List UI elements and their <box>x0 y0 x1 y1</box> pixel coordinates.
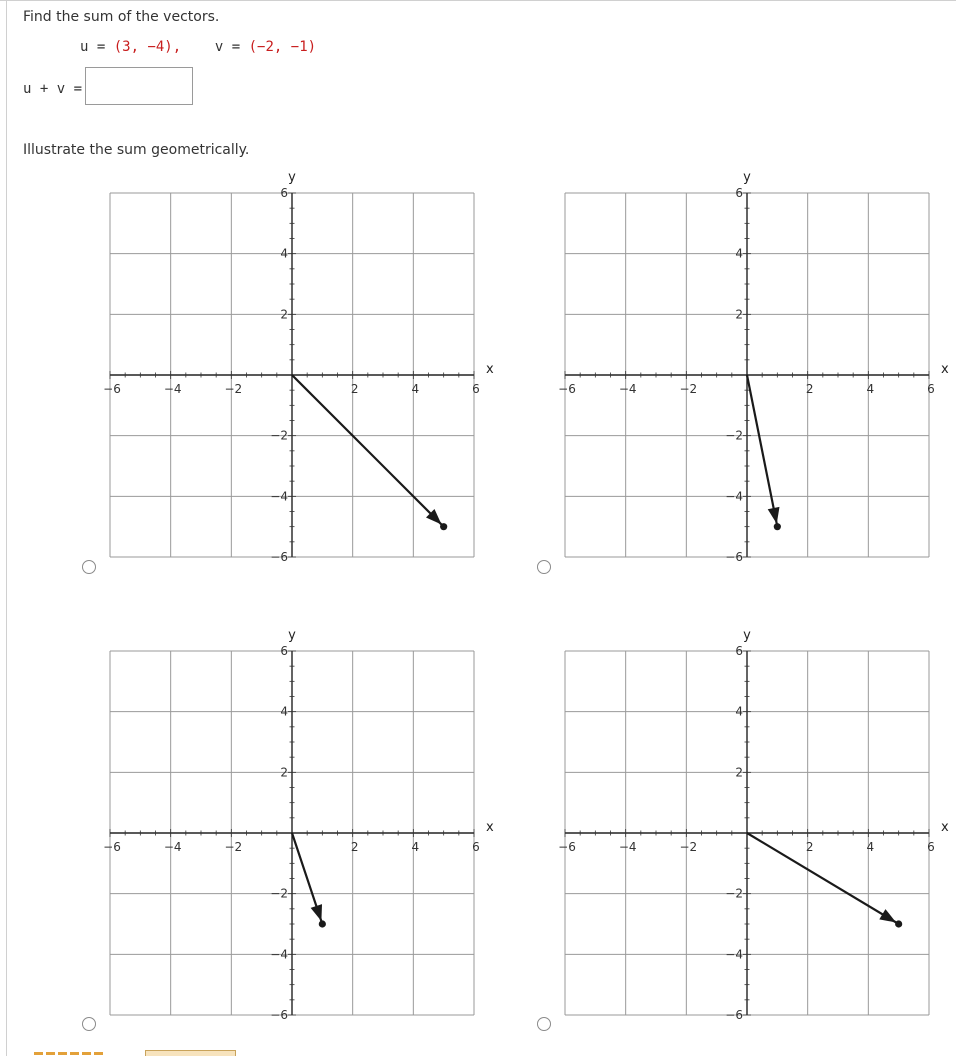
choice-radio-1[interactable] <box>82 560 96 574</box>
y-tick-label: 4 <box>735 704 743 719</box>
y-tick-label: −2 <box>725 428 743 443</box>
y-tick-label: 4 <box>735 246 743 261</box>
x-tick-label: 6 <box>927 840 935 854</box>
choice-plot-2 <box>555 170 955 570</box>
y-axis-label: y <box>288 170 296 185</box>
x-tick-label: 6 <box>927 382 935 396</box>
y-tick-label: −6 <box>270 1008 288 1022</box>
x-tick-label: −6 <box>103 382 121 396</box>
x-tick-label: −2 <box>679 840 698 854</box>
y-tick-label: −6 <box>270 550 288 564</box>
x-tick-label: −2 <box>224 382 243 396</box>
y-tick-label: −2 <box>270 428 288 443</box>
x-tick-label: −6 <box>558 382 576 396</box>
sum-label: u + v = <box>23 81 83 97</box>
y-tick-label: 6 <box>280 644 288 658</box>
choice-radio-2[interactable] <box>537 560 551 574</box>
y-tick-label: −4 <box>725 947 743 962</box>
x-tick-label: 6 <box>472 840 480 854</box>
sum-answer-input[interactable] <box>85 67 193 105</box>
y-tick-label: −6 <box>725 550 743 564</box>
vector-line <box>747 833 899 924</box>
x-tick-label: 4 <box>411 382 420 396</box>
x-tick-label: 4 <box>866 840 875 854</box>
y-tick-label: −4 <box>270 489 288 504</box>
vector-endpoint <box>440 523 447 530</box>
y-axis-label: y <box>288 628 296 643</box>
y-tick-label: −2 <box>270 886 288 901</box>
x-tick-label: −2 <box>679 382 698 396</box>
y-tick-label: −4 <box>270 947 288 962</box>
u-label: u = <box>80 39 106 55</box>
y-axis-label: y <box>743 628 751 643</box>
x-tick-label: −2 <box>224 840 243 854</box>
y-tick-label: −6 <box>725 1008 743 1022</box>
y-tick-label: 2 <box>280 307 288 322</box>
choice-plot-3 <box>100 628 500 1028</box>
y-tick-label: −2 <box>725 886 743 901</box>
u-value: (3, −4), <box>113 39 182 55</box>
y-tick-label: 2 <box>735 307 743 322</box>
y-axis-label: y <box>743 170 751 185</box>
y-tick-label: 6 <box>735 644 743 658</box>
vector-arrowhead <box>768 507 780 524</box>
x-tick-label: −4 <box>163 382 182 396</box>
x-tick-label: 4 <box>411 840 420 854</box>
question-prompt: Find the sum of the vectors. <box>23 9 220 25</box>
left-border <box>6 0 7 1056</box>
y-tick-label: 6 <box>735 186 743 200</box>
v-value: (−2, −1) <box>248 39 317 55</box>
y-tick-label: 2 <box>280 765 288 780</box>
vector-plot-svg <box>100 628 500 1028</box>
x-axis-label: x <box>941 362 949 377</box>
help-button-cutoff[interactable] <box>145 1050 236 1056</box>
vector-arrowhead <box>879 909 896 922</box>
illustrate-instruction: Illustrate the sum geometrically. <box>23 142 250 158</box>
vector-plot-svg <box>555 628 955 1028</box>
y-tick-label: −4 <box>725 489 743 504</box>
y-tick-label: 4 <box>280 246 288 261</box>
x-tick-label: −4 <box>618 840 637 854</box>
x-tick-label: −6 <box>558 840 576 854</box>
choice-radio-4[interactable] <box>537 1017 551 1031</box>
choice-radio-3[interactable] <box>82 1017 96 1031</box>
x-tick-label: 2 <box>350 840 359 854</box>
need-help-text-cutoff <box>34 1049 134 1056</box>
vector-line <box>292 375 444 527</box>
x-axis-label: x <box>486 820 494 835</box>
y-tick-label: 6 <box>280 186 288 200</box>
y-tick-label: 2 <box>735 765 743 780</box>
x-tick-label: 2 <box>805 840 814 854</box>
vector-endpoint <box>774 523 781 530</box>
x-axis-label: x <box>941 820 949 835</box>
x-tick-label: 2 <box>350 382 359 396</box>
choice-plot-4 <box>555 628 955 1028</box>
top-border <box>0 0 956 1</box>
vector-endpoint <box>895 920 902 927</box>
y-tick-label: 4 <box>280 704 288 719</box>
vector-plot-svg <box>100 170 500 570</box>
v-label: v = <box>214 39 241 55</box>
x-tick-label: 2 <box>805 382 814 396</box>
vector-arrowhead <box>311 904 322 921</box>
x-axis-label: x <box>486 362 494 377</box>
x-tick-label: 4 <box>866 382 875 396</box>
vector-definitions <box>80 39 316 55</box>
choice-plot-1 <box>100 170 500 570</box>
vector-line <box>747 375 777 527</box>
x-tick-label: −4 <box>163 840 182 854</box>
x-tick-label: −4 <box>618 382 637 396</box>
x-tick-label: 6 <box>472 382 480 396</box>
vector-endpoint <box>319 920 326 927</box>
x-tick-label: −6 <box>103 840 121 854</box>
vector-plot-svg <box>555 170 955 570</box>
